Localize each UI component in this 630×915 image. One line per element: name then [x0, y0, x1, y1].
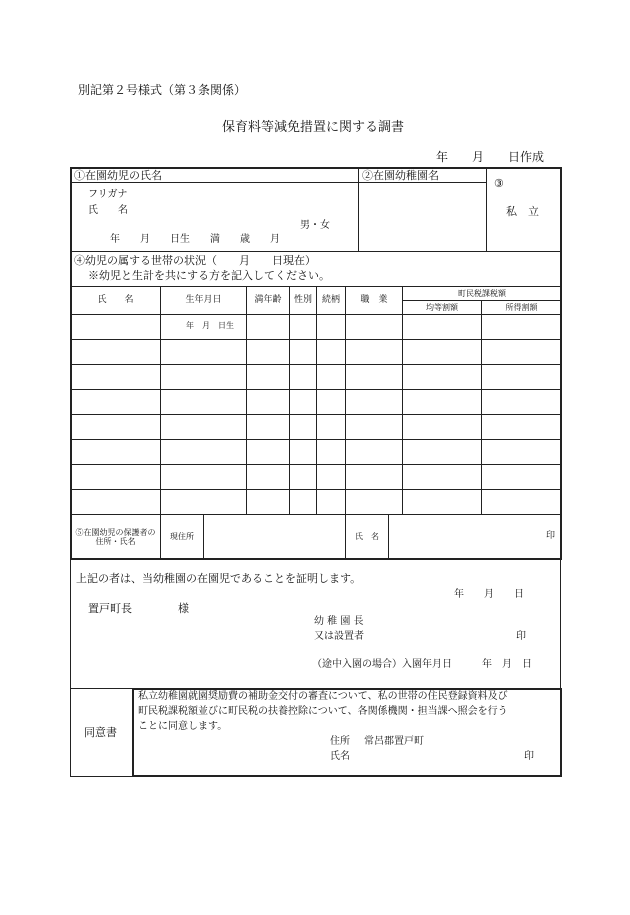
- consent-address-value: 常呂郡置戸町: [364, 736, 424, 747]
- col-relation: 続柄: [321, 295, 340, 306]
- document-title: 保育料等減免措置に関する調書: [222, 120, 405, 135]
- private-label: 私 立: [506, 205, 539, 218]
- kindergarten-name-label: ②在園幼稚園名: [362, 169, 439, 182]
- col-tax-group: 町民税課税額: [458, 288, 506, 298]
- certification-date: 年 月 日: [454, 589, 524, 600]
- certification-statement: 上記の者は、当幼稚園の在園児であることを証明します。: [76, 572, 362, 585]
- table-row: [71, 464, 561, 465]
- consent-text-line3: ことに同意します。: [138, 721, 228, 732]
- midyear-entry-date: （途中入園の場合）入園年月日 年 月 日: [312, 659, 532, 670]
- col-occupation: 職 業: [360, 295, 388, 306]
- col-name: 氏 名: [97, 295, 134, 306]
- gender-choice: 男・女: [300, 220, 330, 231]
- name-label: 氏 名: [88, 205, 128, 216]
- consent-text-line1: 私立幼稚園就園奨励費の補助金交付の審査について、私の世帯の住民登録資料及び: [138, 691, 508, 702]
- principal-label: 幼 稚 園 長: [314, 616, 364, 627]
- col-birthdate: 生年月日: [185, 295, 222, 306]
- guardian-seal: 印: [546, 531, 556, 541]
- table-row: [71, 339, 561, 340]
- col-sex: 性別: [293, 295, 312, 306]
- private-mark: ③: [494, 177, 504, 190]
- creation-date: 年 月 日作成: [436, 150, 545, 164]
- birth-age-line: 年 月 日生 満 歳 月: [110, 234, 280, 245]
- consent-address-label: 住所: [330, 736, 350, 747]
- guardian-name-label: 氏 名: [355, 532, 379, 542]
- consent-label: 同意書: [84, 726, 117, 739]
- form-number: 別記第２号様式（第３条関係）: [78, 83, 247, 97]
- addressee: 置戸町長: [88, 602, 132, 615]
- child-name-label: ①在園幼児の氏名: [74, 169, 162, 182]
- birthdate-row-hint: 年 月 日生: [186, 321, 234, 330]
- consent-seal: 印: [524, 751, 534, 762]
- household-note: ※幼児と生計を共にする方を記入してください。: [88, 269, 330, 282]
- table-row: [71, 489, 561, 490]
- consent-name-label: 氏名: [330, 751, 350, 762]
- household-heading: ④幼児の属する世帯の状況（ 月 日現在）: [74, 254, 316, 267]
- col-age: 満年齢: [254, 295, 282, 306]
- col-tax-income: 所得割額: [505, 302, 538, 312]
- guardian-label: ⑤在園幼児の保護者の住所・氏名: [75, 527, 156, 546]
- addressee-honorific: 様: [178, 602, 189, 615]
- col-tax-equal: 均等割額: [426, 302, 458, 312]
- furigana-label: フリガナ: [88, 189, 128, 200]
- table-row: [71, 389, 561, 390]
- address-label: 現住所: [170, 532, 194, 542]
- table-row: [71, 414, 561, 415]
- founder-label: 又は設置者: [314, 631, 364, 642]
- table-row: [71, 439, 561, 440]
- certification-seal: 印: [516, 631, 526, 642]
- table-row: [71, 364, 561, 365]
- consent-text-line2: 町民税課税額並びに町民税の扶養控除について、各関係機関・担当課へ照会を行う: [138, 706, 508, 717]
